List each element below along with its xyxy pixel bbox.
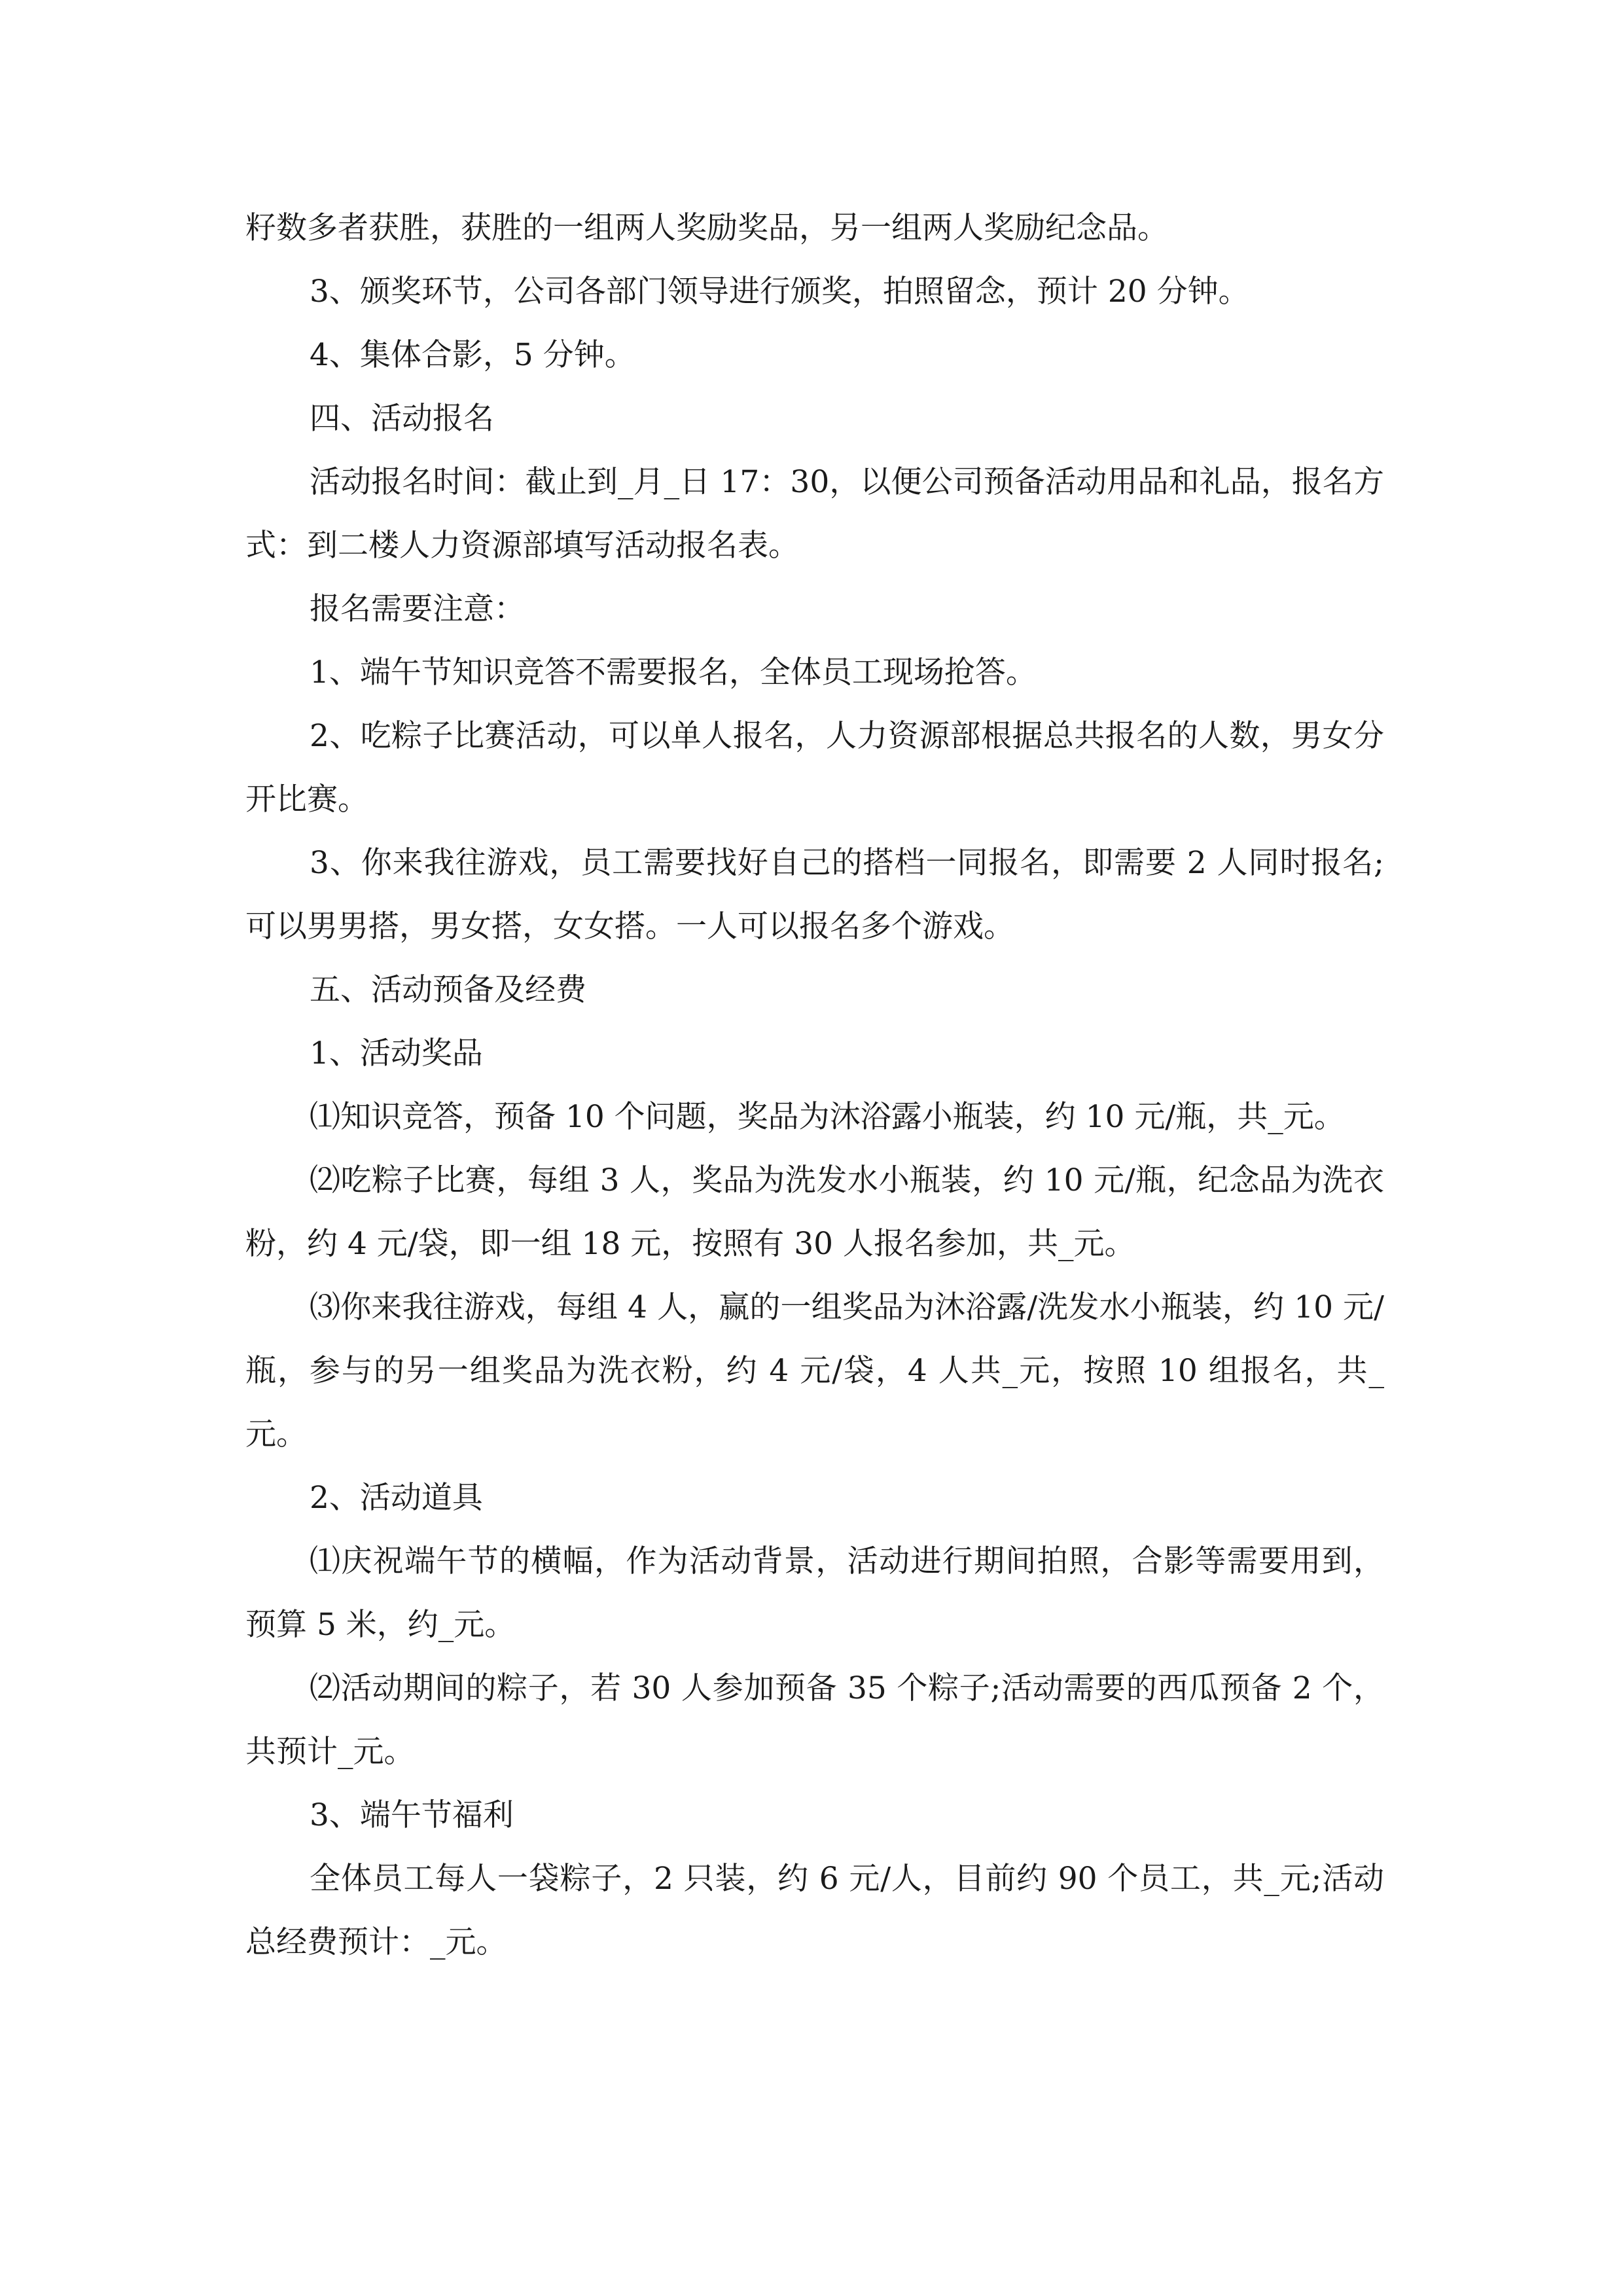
paragraph: 3、颁奖环节，公司各部门领导进行颁奖，拍照留念，预计 20 分钟。 — [310, 274, 1249, 310]
paragraph: 2、吃粽子比赛活动，可以单人报名，人力资源部根据总共报名的人数，男女分开比赛。 — [245, 718, 1384, 817]
paragraph: 报名需要注意： — [310, 591, 525, 627]
paragraph: ⑵活动期间的粽子，若 30 人参加预备 35 个粽子;活动需要的西瓜预备 2 个，共预计_元。 — [245, 1670, 1384, 1770]
section-heading: 四、活动报名 — [310, 401, 494, 437]
paragraph: 全体员工每人一袋粽子，2 只装，约 6 元/人，目前约 90 个员工，共_元;活动总经费预计：_元。 — [245, 1861, 1384, 1960]
paragraph: ⑴知识竞答，预备 10 个问题，奖品为沐浴露小瓶装，约 10 元/瓶，共_元。 — [310, 1099, 1345, 1135]
document-body — [245, 196, 1384, 1974]
paragraph: ⑶你来我往游戏，每组 4 人，赢的一组奖品为沐浴露/洗发水小瓶装，约 10 元/瓶，参与的另一组奖品为洗衣粉，约 4 元/袋，4 人共_元，按照 10 组报名，共_元。 — [245, 1289, 1384, 1452]
paragraph: 4、集体合影，5 分钟。 — [310, 337, 635, 373]
paragraph: ⑴庆祝端午节的横幅，作为活动背景，活动进行期间拍照，合影等需要用到，预算 5 米，约_元。 — [245, 1543, 1384, 1643]
paragraph: 活动报名时间：截止到_月_日 17：30，以便公司预备活动用品和礼品，报名方式：到二楼人力资源部填写活动报名表。 — [245, 464, 1384, 564]
subsection-heading: 2、活动道具 — [310, 1480, 483, 1516]
section-heading: 五、活动预备及经费 — [310, 972, 586, 1008]
paragraph: ⑵吃粽子比赛，每组 3 人，奖品为洗发水小瓶装，约 10 元/瓶，纪念品为洗衣粉，约 4 元/袋，即一组 18 元，按照有 30 人报名参加，共_元。 — [245, 1162, 1384, 1262]
subsection-heading: 1、活动奖品 — [310, 1035, 483, 1071]
paragraph: 1、端午节知识竞答不需要报名，全体员工现场抢答。 — [310, 655, 1037, 691]
paragraph: 籽数多者获胜，获胜的一组两人奖励奖品，另一组两人奖励纪念品。 — [245, 210, 1168, 246]
paragraph: 3、你来我往游戏，员工需要找好自己的搭档一同报名，即需要 2 人同时报名;可以男男搭，男女搭，女女搭。一人可以报名多个游戏。 — [245, 845, 1384, 944]
subsection-heading: 3、端午节福利 — [310, 1797, 514, 1833]
